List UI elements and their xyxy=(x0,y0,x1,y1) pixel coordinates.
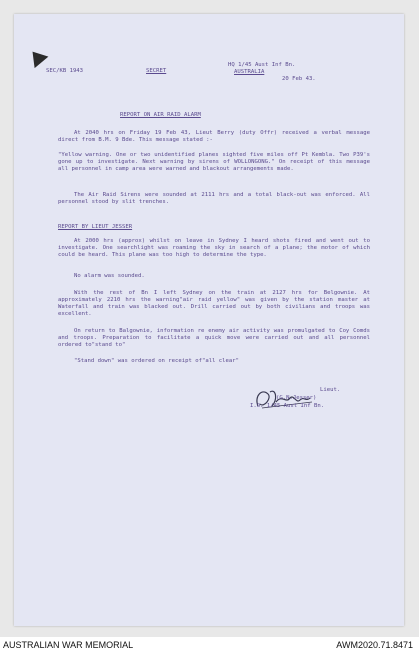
paragraph-8: "Stand down" was ordered on receipt of"all clear" xyxy=(74,358,240,364)
classification-stamp: SECRET xyxy=(146,68,167,74)
document-sheet xyxy=(14,14,404,626)
paragraph-6: With the rest of Bn I left Sydney on the train at 2127 hrs for Belgownie. At approximately 2210 hrs the warning"air raid yellow" was given by the station master at Waterfall and train was blacked out. Drill carried out by both civilians and troops was excellent. xyxy=(58,290,370,317)
paragraph-7: On return to Balgownie, information re enemy air activity was promulgated to Coy Comds and troops. Preparation to facilitate a quick move were carried out and all personnel ordered to"stand to" xyxy=(58,328,370,348)
paragraph-1: At 2040 hrs on Friday 19 Feb 43, Lieut Berry (duty Offr) received a verbal message direct from B.M. 9 Bde. This message stated :- xyxy=(58,130,370,143)
unit-line-1: HQ 1/45 Aust Inf Bn. xyxy=(228,62,296,68)
unit-line-2: AUSTRALIA xyxy=(234,69,265,75)
archive-accession-number: AWM2020.71.8471 xyxy=(336,640,413,650)
signature-name: (G.N.Jesser) xyxy=(276,395,317,401)
paragraph-2: "Yellow warning. One or two unidentified planes sighted five miles off Pt Kembla. Two P39's gone up to investigate. Next warning by sirens of WOLLONGONG." On receipt of this message all personnel in camp area were warned and blackout arrangements made. xyxy=(58,152,370,172)
section-subtitle: REPORT BY LIEUT JESSER xyxy=(58,224,133,230)
paragraph-5: No alarm was sounded. xyxy=(74,273,145,279)
document-date: 20 Feb 43. xyxy=(282,76,316,82)
torn-corner-mark xyxy=(26,46,49,68)
archive-footer xyxy=(0,637,419,653)
paragraph-3: The Air Raid Sirens were sounded at 2111 hrs and a total black-out was enforced. All personnel stood by slit trenches. xyxy=(58,192,370,205)
signature-role: I.O. 1/45 Aust Inf Bn. xyxy=(250,403,325,409)
document-title: REPORT ON AIR RAID ALARM xyxy=(120,112,201,118)
document-reference: SEC/KB 1943 xyxy=(46,68,84,74)
paragraph-4: At 2000 hrs (approx) whilst on leave in Sydney I heard shots fired and went out to investigate. One searchlight was roaming the sky in search of a plane; the motor of which could be heard. This plane was too high to determine the type. xyxy=(58,238,370,258)
signature-rank: Lieut. xyxy=(320,387,341,393)
archive-name: AUSTRALIAN WAR MEMORIAL xyxy=(3,640,134,650)
